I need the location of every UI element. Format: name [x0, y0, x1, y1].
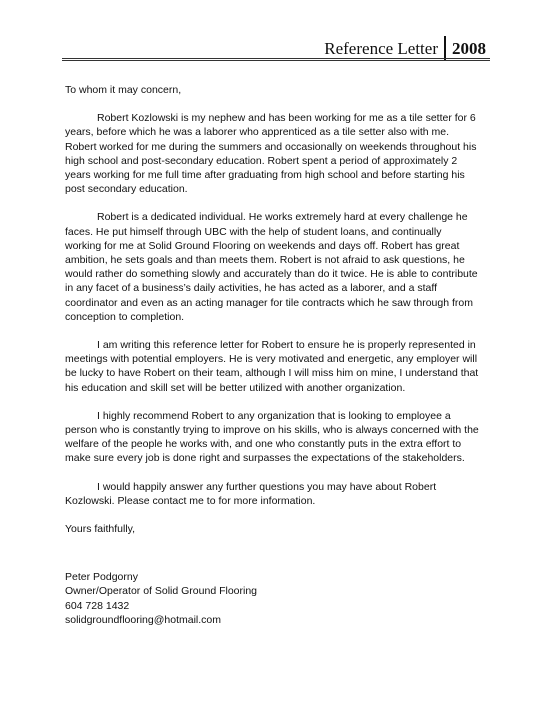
- signature-name: Peter Podgorny: [65, 571, 138, 584]
- paragraph-4: I highly recommend Robert to any organization that is looking to employee a person who is constantly trying to improve on his skills, who is always concerned with the welfare of the people he works with, and one who constantly puts in the extra effort to make sure every job is done right and surpasses the expectations of the stakeholders.: [65, 409, 479, 465]
- header-year: 2008: [452, 39, 486, 58]
- header-divider: [444, 36, 446, 60]
- closing: Yours faithfully,: [65, 523, 136, 536]
- header-rule: [62, 58, 490, 61]
- paragraph-2: Robert is a dedicated individual. He works extremely hard at every challenge he faces. He put himself through UBC with the help of student loans, and continually working for me at Solid Ground Flooring on weekends and days off. Robert has great ambition, he sets goals and than meets them. Robert is not afraid to ask questions, he would rather do something slowly and accurately than do it twice. He is able to contribute in any facet of a business’s daily activities, he has acted as a laborer, and a staff coordinator and even as an acting manager for tile contracts which he saw through from conception to completion.: [65, 211, 478, 323]
- signature-phone: 604 728 1432: [65, 599, 130, 612]
- letter-body: [65, 83, 480, 627]
- signature-block: [65, 570, 480, 627]
- paragraph-1: Robert Kozlowski is my nephew and has been working for me as a tile setter for 6 years, before which he was a laborer who apprenticed as a tile setter also with me. Robert worked for me during the summers and occasionally on weekends throughout his high school and post-secondary education. Robert spent a period of approximately 2 years working for me full time after graduating from high school and before starting his post secondary education.: [65, 112, 477, 196]
- header-title: Reference Letter: [324, 39, 438, 58]
- paragraph-5: I would happily answer any further questions you may have about Robert Kozlowski. Please contact me to for more information.: [65, 480, 437, 507]
- document-header: [324, 34, 486, 60]
- paragraph-3: I am writing this reference letter for Robert to ensure he is properly represented in meetings with potential employers. He is very motivated and energetic, any employer will be lucky to have Robert on their team, although I will miss him on mine, I understand that his education and skill set will be better utilized with another organization.: [65, 339, 479, 394]
- signature-title: Owner/Operator of Solid Ground Flooring: [65, 585, 258, 598]
- signature-email: solidgroundflooring@hotmail.com: [65, 613, 221, 626]
- salutation: To whom it may concern,: [65, 84, 182, 96]
